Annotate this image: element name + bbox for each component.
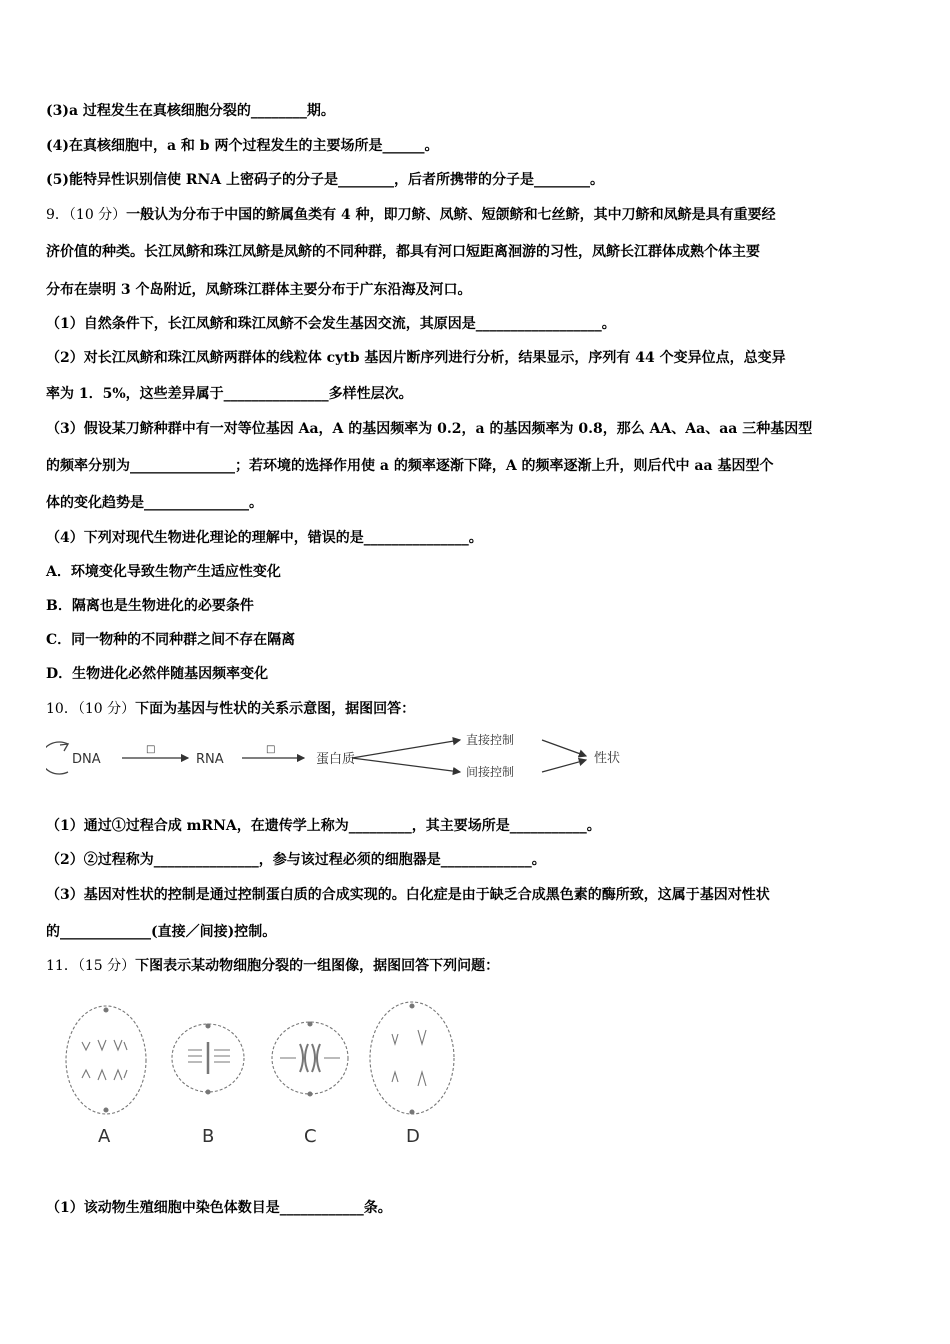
q9-option-c: C．同一物种的不同种群之间不存在隔离: [46, 632, 296, 648]
q9-intro-line1: [46, 205, 776, 225]
cell-b: [172, 1024, 244, 1094]
step2-label: □: [266, 744, 276, 755]
q11-number: 11．（15 分）: [46, 958, 136, 974]
q10-sub2: （2）②过程称为_______________，参与该过程必须的细胞器是_____________。: [46, 852, 546, 868]
q9-intro-line3: 分布在崇明 3 个岛附近，凤鲚珠江群体主要分布于广东沿海及河口。: [46, 282, 472, 298]
q9-sub2-line1: （2）对长江凤鲚和珠江凤鲚两群体的线粒体 cytb 基因片断序列进行分析，结果显示，序列有 44 个变异位点，总变异: [46, 350, 786, 366]
q9-sub1: （1）自然条件下，长江凤鲚和珠江凤鲚不会发生基因交流，其原因是__________________。: [46, 316, 616, 332]
q9-sub3-line3: 体的变化趋势是_______________。: [46, 495, 263, 511]
trait-label: 性状: [594, 751, 621, 766]
arrow-indirect-to-trait: [542, 760, 586, 772]
q9-sub4: （4）下列对现代生物进化理论的理解中，错误的是_______________。: [46, 530, 483, 546]
dna-label: DNA: [72, 752, 101, 767]
rna-label: RNA: [196, 752, 224, 767]
cell-a: [66, 1006, 146, 1114]
q10-intro: [46, 699, 415, 719]
q8-part4: (4)在真核细胞中，a 和 b 两个过程发生的主要场所是______。: [46, 138, 439, 154]
q11-sub1: （1）该动物生殖细胞中染色体数目是____________条。: [46, 1200, 392, 1216]
q9-sub3-line2: 的频率分别为_______________；若环境的选择作用使 a 的频率逐渐下降，A 的频率逐渐上升，则后代中 aa 基因型个: [46, 458, 774, 474]
arrow-protein-to-direct: [352, 740, 460, 758]
cell-division-figure: [58, 1000, 488, 1150]
cell-label-b: B: [202, 1126, 215, 1147]
q8-part5: (5)能特异性识别信使 RNA 上密码子的分子是________，后者所携带的分子是________。: [46, 172, 605, 188]
q9-number: 9．（10 分）: [46, 207, 127, 223]
q9-sub3-line1: （3）假设某刀鲚种群中有一对等位基因 Aa，A 的基因频率为 0.2，a 的基因频率为 0.8，那么 AA、Aa、aa 三种基因型: [46, 421, 813, 437]
q8-part3: (3)a 过程发生在真核细胞分裂的________期。: [46, 103, 335, 119]
arrow-protein-to-indirect: [352, 758, 460, 772]
q10-sub1: （1）通过①过程合成 mRNA，在遗传学上称为_________，其主要场所是___________。: [46, 818, 601, 834]
q10-sub3-line2: 的_____________(直接／间接)控制。: [46, 924, 277, 940]
dna-loop-arrowhead: [60, 744, 68, 751]
q9-option-d: D．生物进化必然伴随基因频率变化: [46, 666, 269, 682]
cell-label-a: A: [98, 1126, 111, 1147]
dna-loop-arc: [46, 742, 68, 774]
q10-intro-text: 下面为基因与性状的关系示意图，据图回答：: [135, 701, 416, 717]
direct-control-label: 直接控制: [466, 733, 515, 747]
q10-number: 10．（10 分）: [46, 701, 136, 717]
indirect-control-label: 间接控制: [466, 765, 515, 779]
protein-label: 蛋白质: [316, 752, 356, 767]
cell-label-d: D: [406, 1126, 420, 1147]
q9-intro-text: 一般认为分布于中国的鲚属鱼类有 4 种，即刀鲚、凤鲚、短颌鲚和七丝鲚，其中刀鲚和凤鲚是具有重要经: [126, 207, 776, 223]
q9-option-b: B．隔离也是生物进化的必要条件: [46, 598, 254, 614]
q9-sub2-line2: 率为 1．5%，这些差异属于_______________多样性层次。: [46, 386, 413, 402]
arrow-direct-to-trait: [542, 740, 586, 756]
q10-sub3-line1: （3）基因对性状的控制是通过控制蛋白质的合成实现的。白化症是由于缺乏合成黑色素的酶所致，这属于基因对性状: [46, 887, 770, 903]
step1-label: □: [146, 744, 156, 755]
q9-intro-line2: 济价值的种类。长江凤鲚和珠江凤鲚是凤鲚的不同种群，都具有河口短距离洄游的习性，凤鲚长江群体成熟个体主要: [46, 244, 760, 260]
q9-option-a: A．环境变化导致生物产生适应性变化: [46, 564, 281, 580]
cell-label-c: C: [304, 1126, 317, 1147]
cell-d: [370, 1002, 454, 1114]
q11-intro-text: 下图表示某动物细胞分裂的一组图像，据图回答下列问题：: [135, 958, 500, 974]
gene-trait-diagram: [46, 732, 646, 788]
cell-c: [272, 1022, 348, 1096]
q11-intro: [46, 956, 499, 976]
